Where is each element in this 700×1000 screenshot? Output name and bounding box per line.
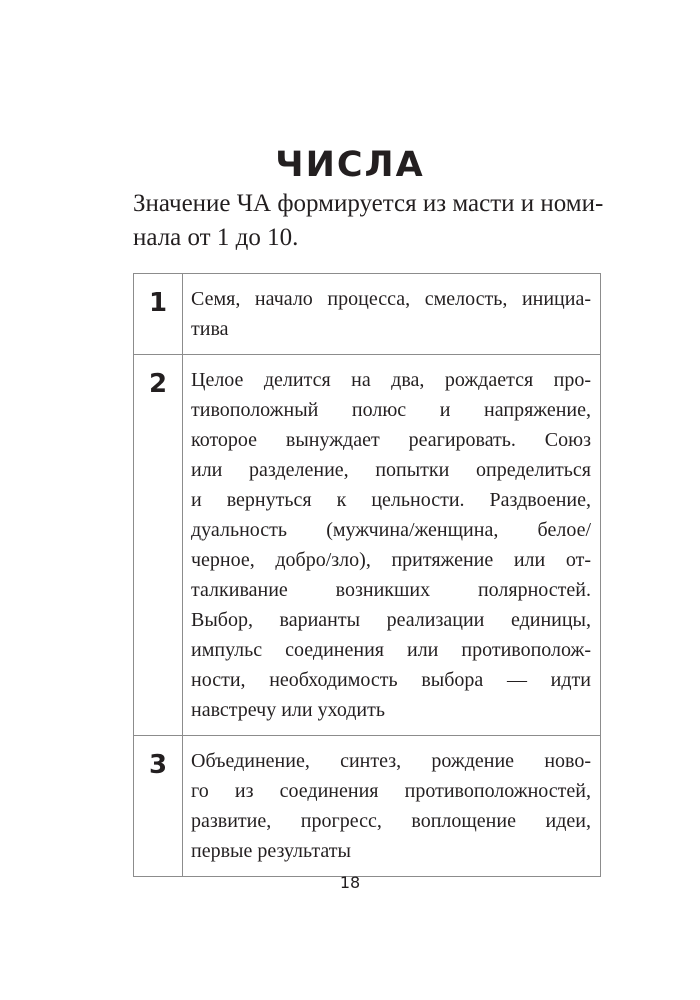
description-line: или разделение, попытки определиться [191,459,591,481]
table-row [134,355,601,736]
description-line: Семя, начало процесса, смелость, инициа- [191,288,591,310]
page-title: ЧИСЛА [275,145,425,185]
description-line: тива [191,318,229,340]
description-line: и вернуться к цельности. Раздвоение, [191,489,591,511]
table-row [134,274,601,355]
description-line: ности, необходимость выбора — идти [191,669,591,691]
row-number: 2 [134,355,183,736]
description-line: первые результаты [191,840,351,862]
row-description [183,736,601,877]
description-line: черное, добро/зло), притяжение или от- [191,549,591,571]
row-number: 1 [134,274,183,355]
description-line: талкивание возникших полярностей. [191,579,591,601]
row-description [183,274,601,355]
intro-line: нала от 1 до 10. [133,224,299,251]
table-row [134,736,601,877]
description-line: импульс соединения или противополож- [191,639,591,661]
row-description [183,355,601,736]
description-line: Объединение, синтез, рождение ново- [191,750,591,772]
intro-line: Значение ЧА формируется из масти и номи- [133,190,604,217]
page-number: 18 [339,873,361,892]
description-line: Выбор, варианты реализации единицы, [191,609,591,631]
row-number: 3 [134,736,183,877]
description-line: Целое делится на два, рождается про- [191,369,591,391]
description-line: развитие, прогресс, воплощение идеи, [191,810,591,832]
description-line: го из соединения противоположностей, [191,780,591,802]
description-line: дуальность (мужчина/женщина, белое/ [191,519,591,541]
description-line: тивоположный полюс и напряжение, [191,399,591,421]
numbers-table [133,273,601,877]
intro-paragraph [133,187,604,255]
description-line: навстречу или уходить [191,699,385,721]
description-line: которое вынуждает реагировать. Союз [191,429,591,451]
